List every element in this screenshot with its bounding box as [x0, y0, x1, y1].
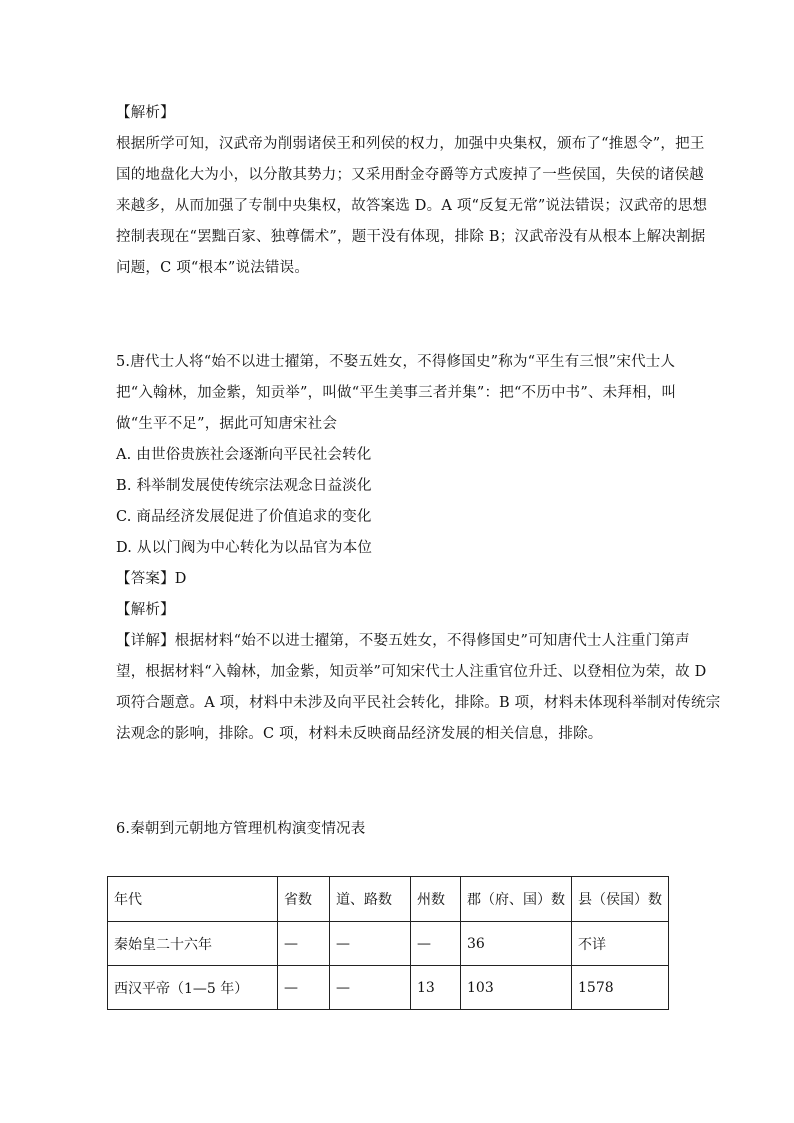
table-cell: 103 [461, 966, 572, 1010]
table-cell: 不详 [572, 922, 669, 966]
q4-analysis-line: 控制表现在“罢黜百家、独尊儒术”，题干没有体现，排除 B；汉武帝没有从根本上解决割据 [116, 229, 706, 245]
q5-option-d: D. 从以门阀为中心转化为以品官为本位 [116, 540, 373, 556]
q4-analysis-line: 来越多，从而加强了专制中央集权，故答案选 D。A 项“反复无常”说法错误；汉武帝的思想 [116, 198, 708, 214]
q5-detail-line: 望，根据材料“入翰林，加金紫，知贡举”可知宋代士人注重官位升迁、以登相位为荣，故 D [116, 664, 707, 680]
table-row [108, 922, 669, 966]
q5-option-b: B. 科举制发展使传统宗法观念日益淡化 [116, 478, 372, 494]
table-cell: 13 [411, 966, 461, 1010]
table-header-cell: 县（侯国）数 [572, 877, 669, 922]
q5-stem-line: 把“入翰林，加金紫，知贡举”，叫做“平生美事三者并集”：把“不历中书”、未拜相，叫 [116, 385, 677, 401]
q5-stem-line: 做“生平不足”，据此可知唐宋社会 [116, 416, 338, 432]
q4-analysis-tag: 【解析】 [116, 105, 175, 121]
table-cell: — [330, 966, 411, 1010]
q5-detail-line: 项符合题意。A 项，材料中未涉及向平民社会转化，排除。B 项，材料未体现科举制对传统宗 [116, 695, 721, 711]
table-header-cell: 年代 [108, 877, 278, 922]
table-cell: — [278, 966, 330, 1010]
table-cell: 1578 [572, 966, 669, 1010]
admin-table [107, 876, 669, 1010]
q5-option-a: A. 由世俗贵族社会逐渐向平民社会转化 [116, 447, 372, 463]
table-cell: 西汉平帝（1—5 年） [108, 966, 278, 1010]
table-row [108, 966, 669, 1010]
q4-analysis-line: 根据所学可知，汉武帝为削弱诸侯王和列侯的权力，加强中央集权，颁布了“推恩令”，把王 [116, 136, 705, 152]
table-header-row [108, 877, 669, 922]
q5-analysis-tag: 【解析】 [116, 602, 175, 618]
table-cell: 36 [461, 922, 572, 966]
q4-analysis-line: 国的地盘化大为小，以分散其势力；又采用酎金夺爵等方式废掉了一些侯国，失侯的诸侯越 [116, 167, 704, 183]
q5-answer: 【答案】D [116, 571, 187, 587]
table-cell: 秦始皇二十六年 [108, 922, 278, 966]
table-header-cell: 郡（府、国）数 [461, 877, 572, 922]
q6-title: 6.秦朝到元朝地方管理机构演变情况表 [116, 821, 366, 837]
table-cell: — [278, 922, 330, 966]
q5-stem-line: 5.唐代士人将“始不以进士擢第，不娶五姓女，不得修国史”称为“平生有三恨”宋代士人 [116, 354, 676, 370]
q5-detail-line: 法观念的影响，排除。C 项，材料未反映商品经济发展的相关信息，排除。 [116, 726, 603, 742]
table-header-cell: 道、路数 [330, 877, 411, 922]
q5-option-c: C. 商品经济发展促进了价值追求的变化 [116, 509, 372, 525]
table-header-cell: 省数 [278, 877, 330, 922]
table-header-cell: 州数 [411, 877, 461, 922]
q5-detail-line: 【详解】根据材料“始不以进士擢第，不娶五姓女，不得修国史”可知唐代士人注重门第声 [116, 633, 690, 649]
table-cell: — [411, 922, 461, 966]
q4-analysis-line: 问题，C 项“根本”说法错误。 [116, 260, 310, 276]
table-cell: — [330, 922, 411, 966]
